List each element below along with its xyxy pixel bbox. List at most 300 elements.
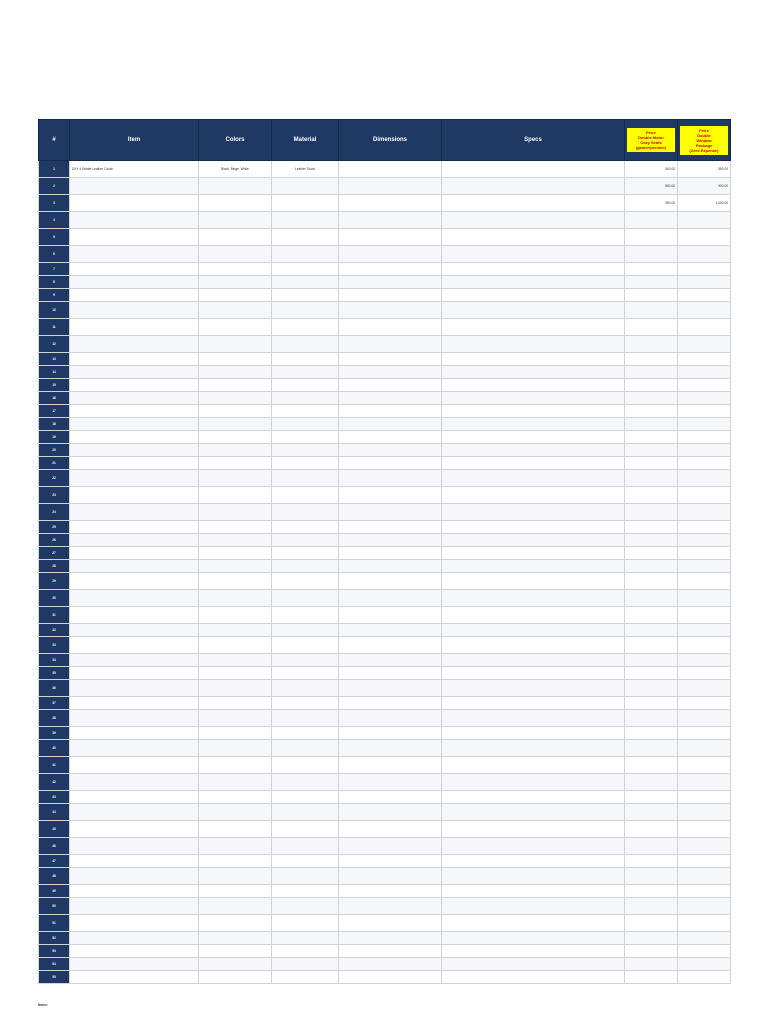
item-specs [442, 710, 625, 727]
item-colors [199, 804, 272, 821]
item-dimensions [339, 444, 442, 457]
item-name [70, 353, 199, 366]
item-dimensions [339, 521, 442, 534]
item-dimensions [339, 379, 442, 392]
item-specs [442, 212, 625, 229]
price-1-cell [625, 289, 678, 302]
row-number: 31 [39, 607, 70, 624]
row-number: 48 [39, 868, 70, 885]
price-1-cell [625, 418, 678, 431]
table-row [39, 757, 731, 774]
table-row [39, 607, 731, 624]
item-specs [442, 457, 625, 470]
row-number: 49 [39, 885, 70, 898]
row-number: 10 [39, 302, 70, 319]
item-specs [442, 791, 625, 804]
row-number: 1 [39, 161, 70, 178]
item-specs [442, 697, 625, 710]
item-dimensions [339, 885, 442, 898]
item-name [70, 855, 199, 868]
table-row [39, 195, 731, 212]
item-specs [442, 855, 625, 868]
item-colors [199, 932, 272, 945]
item-material [272, 319, 339, 336]
item-colors [199, 624, 272, 637]
price-1-cell [625, 302, 678, 319]
item-name [70, 590, 199, 607]
item-name [70, 246, 199, 263]
item-specs [442, 774, 625, 791]
item-material [272, 521, 339, 534]
item-dimensions [339, 932, 442, 945]
price-1-cell [625, 971, 678, 984]
row-number: 22 [39, 470, 70, 487]
item-specs [442, 379, 625, 392]
table-row [39, 418, 731, 431]
price-1-cell [625, 573, 678, 590]
item-specs [442, 885, 625, 898]
price-1-cell [625, 654, 678, 667]
item-material [272, 504, 339, 521]
table-row [39, 590, 731, 607]
item-dimensions [339, 958, 442, 971]
item-name [70, 195, 199, 212]
price-1-cell [625, 710, 678, 727]
price-2-cell: 900.00 [678, 178, 731, 195]
row-number: 24 [39, 504, 70, 521]
price-1-cell [625, 366, 678, 379]
item-name [70, 774, 199, 791]
table-row [39, 444, 731, 457]
item-material [272, 885, 339, 898]
item-specs [442, 418, 625, 431]
item-dimensions [339, 366, 442, 379]
row-number: 2 [39, 178, 70, 195]
item-name [70, 229, 199, 246]
item-dimensions [339, 573, 442, 590]
item-material [272, 868, 339, 885]
item-specs [442, 521, 625, 534]
item-colors [199, 444, 272, 457]
row-number: 30 [39, 590, 70, 607]
item-name [70, 971, 199, 984]
table-row [39, 791, 731, 804]
row-number: 3 [39, 195, 70, 212]
table-row [39, 319, 731, 336]
row-number: 7 [39, 263, 70, 276]
table-row [39, 246, 731, 263]
table-row [39, 178, 731, 195]
table-row [39, 379, 731, 392]
item-dimensions [339, 838, 442, 855]
item-colors [199, 379, 272, 392]
row-number: 33 [39, 637, 70, 654]
item-colors [199, 418, 272, 431]
item-colors [199, 276, 272, 289]
item-specs [442, 680, 625, 697]
item-name [70, 710, 199, 727]
price-2-cell [678, 821, 731, 838]
price-1-cell [625, 504, 678, 521]
item-material [272, 418, 339, 431]
price-2-cell [678, 958, 731, 971]
price-2-cell [678, 945, 731, 958]
item-specs [442, 353, 625, 366]
item-material [272, 302, 339, 319]
table-row [39, 161, 731, 178]
item-dimensions [339, 547, 442, 560]
item-material [272, 336, 339, 353]
price-1-cell [625, 229, 678, 246]
item-colors [199, 727, 272, 740]
item-dimensions [339, 405, 442, 418]
price-1-cell [625, 392, 678, 405]
price-2-cell [678, 637, 731, 654]
price-1-cell: 850.00 [625, 178, 678, 195]
item-dimensions [339, 868, 442, 885]
item-colors [199, 740, 272, 757]
row-number: 47 [39, 855, 70, 868]
item-material [272, 838, 339, 855]
header-price-1 [625, 120, 678, 161]
item-colors [199, 654, 272, 667]
item-name [70, 534, 199, 547]
price-2-cell [678, 212, 731, 229]
price-1-cell [625, 560, 678, 573]
item-dimensions [339, 263, 442, 276]
item-material [272, 590, 339, 607]
item-dimensions [339, 178, 442, 195]
price-1-cell [625, 276, 678, 289]
table-row [39, 697, 731, 710]
item-name [70, 276, 199, 289]
table-row [39, 534, 731, 547]
row-number: 50 [39, 898, 70, 915]
item-colors [199, 263, 272, 276]
item-dimensions [339, 971, 442, 984]
table-row [39, 804, 731, 821]
item-dimensions [339, 710, 442, 727]
item-material [272, 229, 339, 246]
item-specs [442, 868, 625, 885]
item-dimensions [339, 229, 442, 246]
item-dimensions [339, 607, 442, 624]
item-specs [442, 958, 625, 971]
row-number: 14 [39, 366, 70, 379]
item-material [272, 971, 339, 984]
row-number: 15 [39, 379, 70, 392]
item-dimensions [339, 336, 442, 353]
price-2-cell [678, 392, 731, 405]
item-name [70, 504, 199, 521]
table-row [39, 958, 731, 971]
item-name [70, 457, 199, 470]
price-2-cell [678, 774, 731, 791]
price-2-cell [678, 487, 731, 504]
item-name [70, 740, 199, 757]
item-colors [199, 457, 272, 470]
table-row [39, 821, 731, 838]
row-number: 17 [39, 405, 70, 418]
price-2-cell [678, 804, 731, 821]
item-specs [442, 289, 625, 302]
item-material [272, 366, 339, 379]
table-row [39, 405, 731, 418]
row-number: 18 [39, 418, 70, 431]
item-material [272, 757, 339, 774]
header-number: # [39, 120, 70, 161]
price-1-cell [625, 607, 678, 624]
table-header [39, 120, 731, 161]
item-material [272, 573, 339, 590]
item-specs [442, 945, 625, 958]
item-specs [442, 654, 625, 667]
item-dimensions [339, 246, 442, 263]
price-2-cell [678, 727, 731, 740]
row-number: 12 [39, 336, 70, 353]
price-1-cell [625, 353, 678, 366]
item-specs [442, 336, 625, 353]
item-material [272, 547, 339, 560]
price-1-cell [625, 898, 678, 915]
table-row [39, 915, 731, 932]
table-row [39, 971, 731, 984]
price-1-cell [625, 624, 678, 637]
item-material [272, 470, 339, 487]
item-colors [199, 353, 272, 366]
item-specs [442, 560, 625, 573]
item-name [70, 573, 199, 590]
table-row [39, 898, 731, 915]
item-material [272, 915, 339, 932]
price-2-cell [678, 319, 731, 336]
item-specs [442, 915, 625, 932]
item-colors [199, 898, 272, 915]
price-2-cell [678, 898, 731, 915]
table-row [39, 521, 731, 534]
item-dimensions [339, 624, 442, 637]
item-specs [442, 276, 625, 289]
item-name [70, 868, 199, 885]
price-2-cell [678, 654, 731, 667]
item-name [70, 727, 199, 740]
table-row [39, 710, 731, 727]
price-1-cell [625, 804, 678, 821]
item-dimensions [339, 504, 442, 521]
table-row [39, 457, 731, 470]
price-1-cell [625, 791, 678, 804]
item-name [70, 418, 199, 431]
price-2-cell [678, 624, 731, 637]
item-dimensions [339, 487, 442, 504]
price-2-cell [678, 263, 731, 276]
price-2-cell [678, 444, 731, 457]
price-2-cell [678, 302, 731, 319]
table-row [39, 573, 731, 590]
item-colors [199, 319, 272, 336]
price-1-cell [625, 945, 678, 958]
item-dimensions [339, 319, 442, 336]
item-dimensions [339, 945, 442, 958]
item-specs [442, 971, 625, 984]
item-colors [199, 821, 272, 838]
price-table [38, 119, 731, 984]
price-1-cell [625, 838, 678, 855]
item-specs [442, 898, 625, 915]
item-dimensions [339, 637, 442, 654]
price-1-cell [625, 457, 678, 470]
price-1-label: Price Double Motor Cozy Seats (gamer/premier) [627, 128, 675, 152]
item-dimensions [339, 276, 442, 289]
item-dimensions [339, 898, 442, 915]
item-material [272, 353, 339, 366]
price-2-cell [678, 336, 731, 353]
item-material [272, 774, 339, 791]
table-row [39, 353, 731, 366]
item-colors: Black, Beige, White [199, 161, 272, 178]
item-colors [199, 178, 272, 195]
row-number: 40 [39, 740, 70, 757]
row-number: 54 [39, 958, 70, 971]
header-dimensions: Dimensions [339, 120, 442, 161]
item-specs [442, 246, 625, 263]
item-dimensions [339, 821, 442, 838]
item-name [70, 319, 199, 336]
row-number: 19 [39, 431, 70, 444]
price-1-cell [625, 727, 678, 740]
item-material [272, 740, 339, 757]
item-name [70, 405, 199, 418]
table-row [39, 774, 731, 791]
price-1-cell [625, 885, 678, 898]
row-number: 28 [39, 560, 70, 573]
header-colors: Colors [199, 120, 272, 161]
item-material: Leather Touch [272, 161, 339, 178]
table-body [39, 161, 731, 984]
item-colors [199, 487, 272, 504]
price-2-cell [678, 932, 731, 945]
table-row [39, 945, 731, 958]
item-specs [442, 302, 625, 319]
price-2-cell [678, 246, 731, 263]
item-dimensions [339, 195, 442, 212]
row-number: 35 [39, 667, 70, 680]
item-specs [442, 573, 625, 590]
row-number: 43 [39, 791, 70, 804]
price-2-cell: 550.00 [678, 161, 731, 178]
item-dimensions [339, 212, 442, 229]
item-specs [442, 547, 625, 560]
item-dimensions [339, 457, 442, 470]
table-row [39, 868, 731, 885]
item-name [70, 212, 199, 229]
item-name [70, 336, 199, 353]
item-name [70, 898, 199, 915]
item-name [70, 431, 199, 444]
notes-section [38, 1003, 730, 1019]
item-material [272, 487, 339, 504]
item-dimensions [339, 915, 442, 932]
price-2-cell [678, 405, 731, 418]
item-name [70, 444, 199, 457]
item-colors [199, 195, 272, 212]
table-row [39, 470, 731, 487]
row-number: 26 [39, 534, 70, 547]
row-number: 23 [39, 487, 70, 504]
item-name [70, 697, 199, 710]
table-row [39, 932, 731, 945]
furniture-price-list [38, 119, 730, 984]
item-colors [199, 971, 272, 984]
item-name [70, 885, 199, 898]
item-colors [199, 607, 272, 624]
item-name [70, 757, 199, 774]
item-material [272, 607, 339, 624]
item-name [70, 263, 199, 276]
table-row [39, 855, 731, 868]
row-number: 29 [39, 573, 70, 590]
item-name [70, 838, 199, 855]
item-material [272, 791, 339, 804]
row-number: 36 [39, 680, 70, 697]
item-dimensions [339, 161, 442, 178]
item-specs [442, 821, 625, 838]
item-colors [199, 302, 272, 319]
item-material [272, 457, 339, 470]
item-name [70, 366, 199, 379]
row-number: 38 [39, 710, 70, 727]
item-colors [199, 868, 272, 885]
price-1-cell [625, 470, 678, 487]
price-1-cell: 950.00 [625, 195, 678, 212]
row-number: 52 [39, 932, 70, 945]
item-material [272, 178, 339, 195]
price-1-cell [625, 915, 678, 932]
price-1-cell [625, 590, 678, 607]
item-name [70, 560, 199, 573]
item-colors [199, 637, 272, 654]
item-name [70, 289, 199, 302]
item-specs [442, 487, 625, 504]
item-specs [442, 178, 625, 195]
table-row [39, 302, 731, 319]
item-name [70, 958, 199, 971]
item-material [272, 821, 339, 838]
table-row [39, 885, 731, 898]
row-number: 34 [39, 654, 70, 667]
header-item: Item [70, 120, 199, 161]
item-specs [442, 195, 625, 212]
item-name [70, 680, 199, 697]
price-2-cell [678, 680, 731, 697]
price-2-cell [678, 431, 731, 444]
price-2-cell [678, 573, 731, 590]
item-dimensions [339, 667, 442, 680]
item-name [70, 821, 199, 838]
item-colors [199, 392, 272, 405]
item-specs [442, 263, 625, 276]
item-specs [442, 229, 625, 246]
item-colors [199, 504, 272, 521]
row-number: 41 [39, 757, 70, 774]
item-material [272, 804, 339, 821]
row-number: 20 [39, 444, 70, 457]
item-name [70, 915, 199, 932]
price-1-cell: 500.00 [625, 161, 678, 178]
price-2-cell [678, 534, 731, 547]
row-number: 37 [39, 697, 70, 710]
item-colors [199, 710, 272, 727]
